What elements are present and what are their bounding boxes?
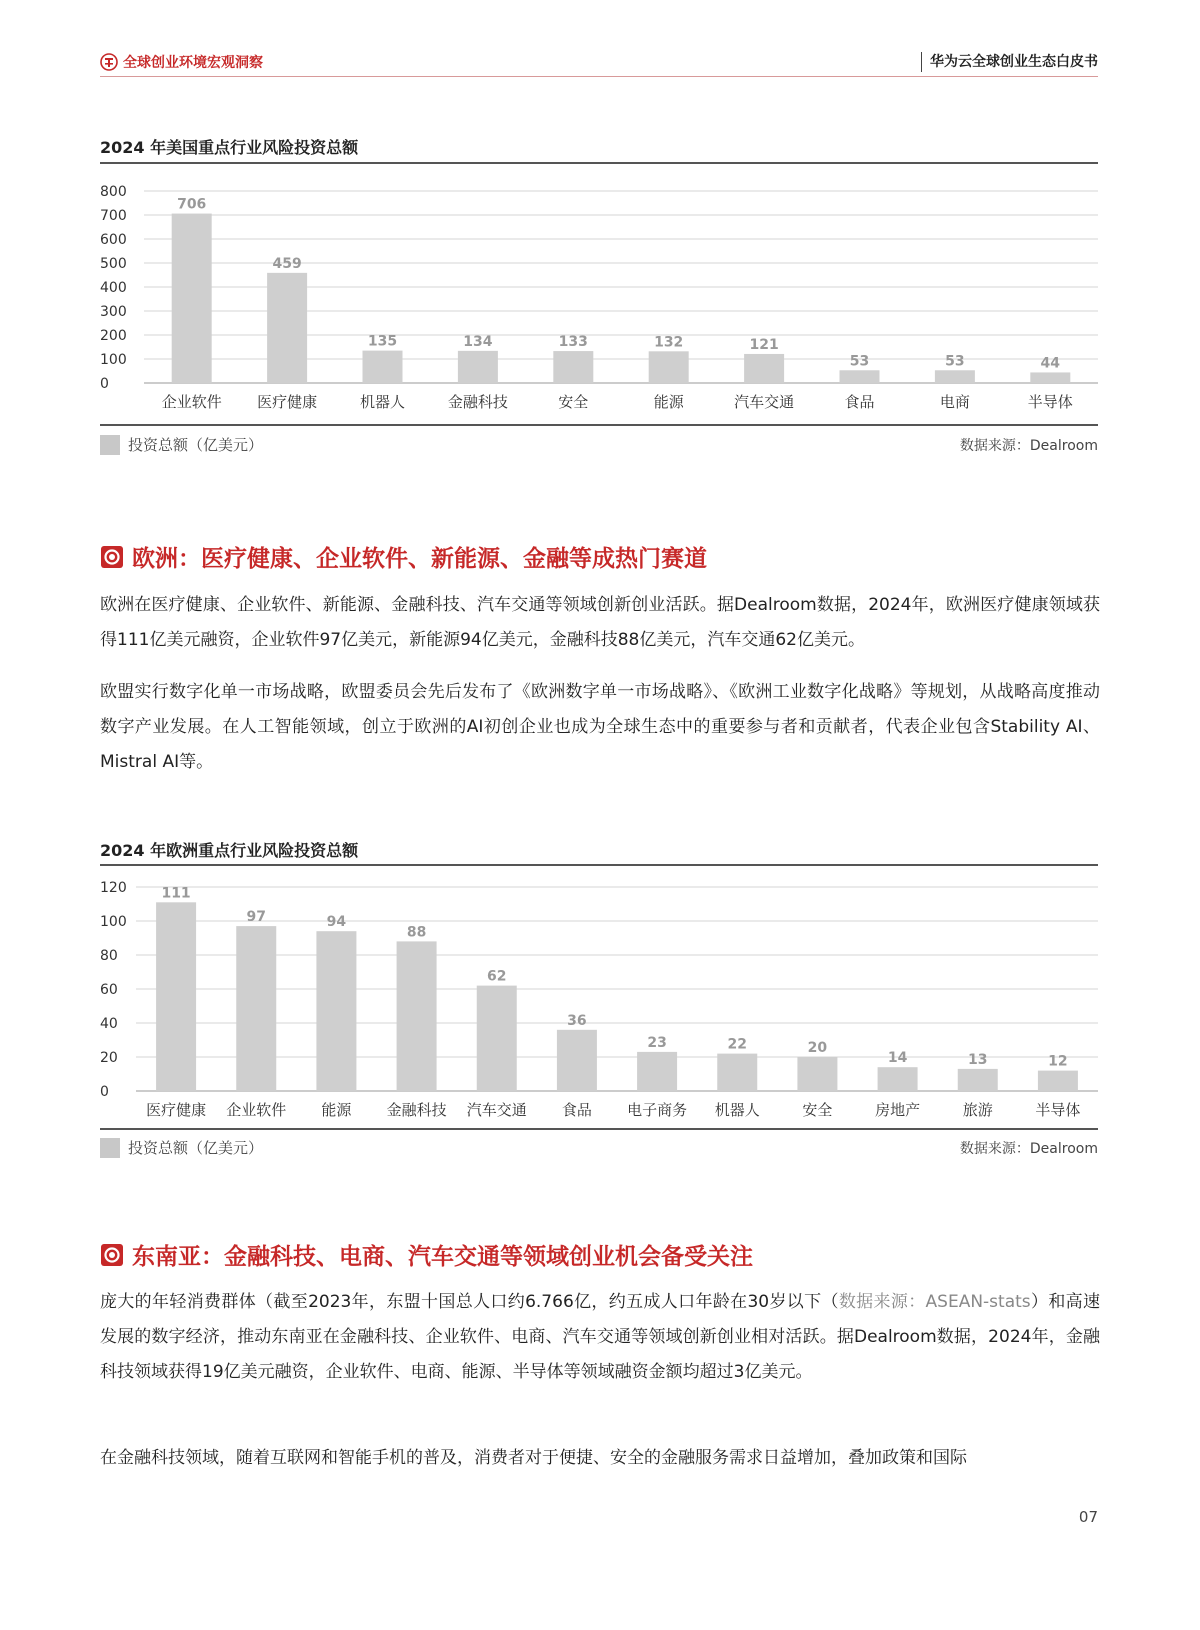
data-label: 53 [945,353,965,370]
data-label: 62 [487,968,507,985]
bar-金融科技 [458,351,498,383]
y-tick-label: 400 [100,280,127,296]
y-tick-label: 500 [100,256,127,272]
us-investment-bar-chart [100,162,1098,428]
data-label: 88 [406,924,427,941]
data-label: 132 [654,334,684,351]
category-label: 安全 [802,1101,833,1119]
data-label: 111 [161,885,191,902]
category-label: 机器人 [359,393,406,411]
y-tick-label: 20 [100,1050,118,1066]
category-label: 半导体 [1035,1101,1081,1119]
us-legend-label: 投资总额（亿美元） [128,436,264,454]
category-label: 金融科技 [386,1101,447,1119]
category-label: 企业软件 [226,1101,287,1119]
category-label: 金融科技 [447,393,508,411]
data-label: 14 [887,1050,908,1067]
bar-能源 [649,351,689,383]
bar-旅游 [958,1069,998,1091]
bar-机器人 [363,351,403,383]
category-label: 汽车交通 [466,1101,527,1119]
y-tick-label: 700 [100,208,127,224]
bar-电商 [935,370,975,383]
y-tick-label: 80 [100,948,118,964]
bar-医疗健康 [267,273,307,383]
bar-电子商务 [637,1052,677,1091]
data-label: 13 [968,1051,988,1068]
category-label: 能源 [321,1101,352,1119]
sea-paragraph-1 [100,1285,1100,1390]
bar-汽车交通 [744,354,784,383]
bar-半导体 [1030,372,1070,383]
y-tick-label: 100 [100,914,127,930]
data-label: 135 [367,333,398,350]
bar-医疗健康 [156,902,196,1091]
sea-p1-text-b: ）和高速发展的数字经济，推动东南亚在金融科技、企业软件、电商、汽车交通等领域创新创业相对活跃。据Dealroom数据，2024年，金融科技领域获得19亿美元融资，企业软件、电商、能源、半导体等领域融资金额均超过3亿美元。 [100,1292,1101,1382]
europe-section-heading [100,540,707,573]
record-bullet-icon [100,545,124,569]
data-label: 20 [807,1040,828,1056]
legend-swatch [100,435,120,455]
europe-paragraph-1: 欧洲在医疗健康、企业软件、新能源、金融科技、汽车交通等领域创新创业活跃。据Dealroom数据，2024年，欧洲医疗健康领域获得111亿美元融资，企业软件97亿美元，新能源94亿美元，金融科技88亿美元，汽车交通62亿美元。 [100,595,1100,650]
data-label: 133 [558,334,588,351]
category-label: 医疗健康 [257,393,318,411]
bar-半导体 [1038,1071,1078,1091]
category-label: 半导体 [1027,393,1073,411]
bar-食品 [557,1030,597,1091]
data-label: 97 [246,909,266,926]
data-label: 44 [1040,355,1061,372]
category-label: 汽车交通 [734,393,795,411]
header-left-title: 全球创业环境宏观洞察 [123,55,263,71]
bar-企业软件 [236,926,276,1091]
header-left [100,52,263,72]
record-bullet-icon [100,1243,124,1267]
y-tick-label: 300 [100,304,127,320]
bar-汽车交通 [477,986,517,1091]
bar-企业软件 [172,214,212,383]
category-label: 食品 [561,1101,592,1119]
y-tick-label: 60 [100,982,118,998]
data-label: 23 [647,1034,667,1051]
category-label: 安全 [558,393,589,411]
data-label: 36 [567,1012,587,1029]
header-divider [100,76,1098,77]
bar-金融科技 [397,941,437,1091]
report-logo-icon [100,53,118,71]
legend-swatch [100,1138,120,1158]
bar-安全 [797,1057,837,1091]
y-tick-label: 0 [100,1084,109,1100]
y-tick-label: 120 [100,880,127,896]
page-number: 07 [1078,1508,1098,1526]
sea-paragraph-2: 在金融科技领域，随着互联网和智能手机的普及，消费者对于便捷、安全的金融服务需求日益增加，叠加政策和国际 [100,1448,967,1468]
y-tick-label: 0 [100,376,109,392]
category-label: 食品 [844,393,875,411]
data-label: 121 [749,336,779,353]
eu-chart-legend [100,1137,263,1158]
sea-p1-text-a: 庞大的年轻消费群体（截至2023年，东盟十国总人口约6.766亿，约五成人口年龄在30岁以下（ [100,1292,839,1312]
category-label: 电子商务 [627,1101,688,1119]
category-label: 企业软件 [161,393,222,411]
y-tick-label: 600 [100,232,127,248]
eu-investment-bar-chart [100,864,1098,1131]
us-chart-legend [100,434,263,455]
bar-机器人 [717,1054,757,1091]
data-label: 53 [849,353,870,370]
y-tick-label: 200 [100,328,127,344]
category-label: 旅游 [962,1101,993,1119]
sea-section-heading [100,1238,753,1271]
category-label: 电商 [939,393,970,411]
eu-chart-source: 数据来源：Dealroom [959,1141,1098,1157]
data-label: 459 [272,255,302,272]
bar-能源 [316,931,356,1091]
bar-安全 [553,351,593,383]
y-tick-label: 800 [100,184,127,200]
sea-heading-text: 东南亚：金融科技、电商、汽车交通等领域创业机会备受关注 [132,1244,753,1270]
category-label: 房地产 [875,1101,921,1119]
data-label: 94 [326,914,347,931]
eu-legend-label: 投资总额（亿美元） [128,1139,264,1157]
y-tick-label: 100 [100,352,127,368]
sea-p1-source: 数据来源：ASEAN-stats [838,1292,1031,1312]
header-right-title: 华为云全球创业生态白皮书 [921,52,1098,72]
category-label: 医疗健康 [146,1101,207,1119]
bar-房地产 [878,1067,918,1091]
us-chart-source: 数据来源：Dealroom [959,438,1098,454]
europe-paragraph-2: 欧盟实行数字化单一市场战略，欧盟委员会先后发布了《欧洲数字单一市场战略》、《欧洲工业数字化战略》等规划，从战略高度推动数字产业发展。在人工智能领域，创立于欧洲的AI初创企业也成为全球生态中的重要参与者和贡献者，代表企业包含Stability AI、Mistral AI等。 [100,682,1100,772]
category-label: 机器人 [714,1101,760,1119]
y-tick-label: 40 [100,1016,118,1032]
data-label: 22 [727,1036,747,1053]
europe-heading-text: 欧洲：医疗健康、企业软件、新能源、金融等成热门赛道 [132,546,707,572]
data-label: 706 [177,196,207,213]
data-label: 134 [463,333,493,350]
us-chart-title: 2024 年美国重点行业风险投资总额 [100,138,359,157]
bar-食品 [840,370,880,383]
data-label: 12 [1048,1053,1068,1070]
category-label: 能源 [653,393,684,411]
eu-chart-title: 2024 年欧洲重点行业风险投资总额 [100,841,359,860]
